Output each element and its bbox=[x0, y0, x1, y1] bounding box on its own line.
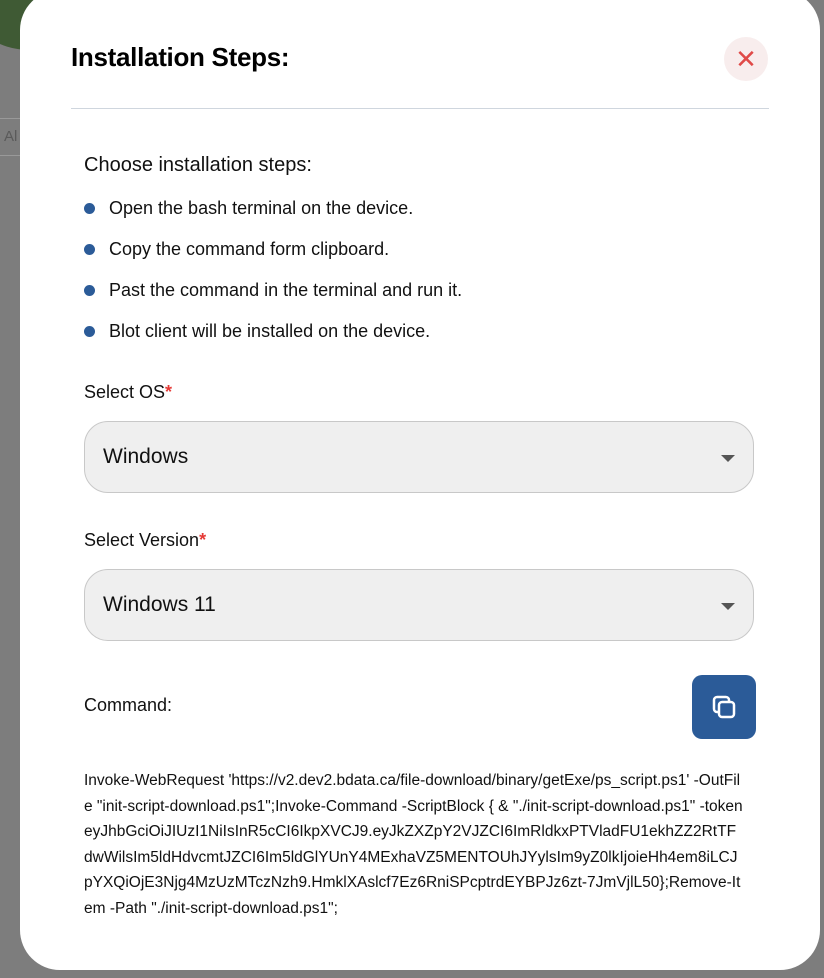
steps-heading: Choose installation steps: bbox=[84, 154, 312, 176]
bullet-icon bbox=[84, 203, 95, 214]
version-selected-value: Windows 11 bbox=[103, 593, 216, 616]
steps-list bbox=[84, 188, 462, 352]
os-label-text: Select OS bbox=[84, 382, 166, 402]
os-select[interactable] bbox=[84, 421, 754, 493]
installation-steps-modal bbox=[20, 0, 820, 970]
required-marker: * bbox=[199, 530, 207, 550]
list-item bbox=[84, 229, 462, 270]
close-button[interactable] bbox=[724, 37, 768, 81]
divider bbox=[71, 108, 769, 109]
os-label bbox=[84, 382, 172, 403]
list-item bbox=[84, 270, 462, 311]
step-text: Copy the command form clipboard. bbox=[109, 239, 390, 259]
bullet-icon bbox=[84, 326, 95, 337]
command-text: Invoke-WebRequest 'https://v2.dev2.bdata.ca/file-download/binary/getExe/ps_script.ps1' -OutFile "init-script-download.ps1";Invoke-Command -ScriptBlock { & "./init-script-download.ps1" -token eyJhbGciOiJIUzI1NiIsInR5cCI6IkpXVCJ9.eyJkZXZpY2VJZCI6ImRldkxPTVladFU1ekhZZ2RtTFdwWilsIm5ldHdvcmtJZCI6Im5ldGlYUnY4MExhaVZ5MENTOUhJYylsIm9yZ0lkIjoieHh4em8iLCJpYXQiOjE3Njg4MzUzMTczNzh9.HmklXAslcf7Ez6RniSPcptrdEYBPJz6zt-7JmVjlL50};Remove-Item -Path "./init-script-download.ps1"; bbox=[84, 772, 743, 917]
copy-command-button[interactable] bbox=[692, 675, 756, 739]
bullet-icon bbox=[84, 244, 95, 255]
list-item bbox=[84, 311, 462, 352]
version-select[interactable] bbox=[84, 569, 754, 641]
command-label: Command: bbox=[84, 695, 173, 715]
copy-icon bbox=[709, 692, 739, 722]
background-text: Al bbox=[4, 128, 18, 145]
bullet-icon bbox=[84, 285, 95, 296]
required-marker: * bbox=[165, 382, 173, 402]
os-selected-value: Windows bbox=[103, 445, 189, 468]
version-label bbox=[84, 530, 206, 551]
list-item bbox=[84, 188, 462, 229]
step-text: Past the command in the terminal and run it. bbox=[109, 280, 463, 300]
version-label-text: Select Version bbox=[84, 530, 200, 550]
step-text: Blot client will be installed on the device. bbox=[109, 321, 431, 341]
chevron-down-icon bbox=[721, 455, 735, 462]
modal-title: Installation Steps: bbox=[71, 42, 290, 72]
step-text: Open the bash terminal on the device. bbox=[109, 198, 414, 218]
chevron-down-icon bbox=[721, 603, 735, 610]
close-icon: ✕ bbox=[735, 44, 757, 74]
